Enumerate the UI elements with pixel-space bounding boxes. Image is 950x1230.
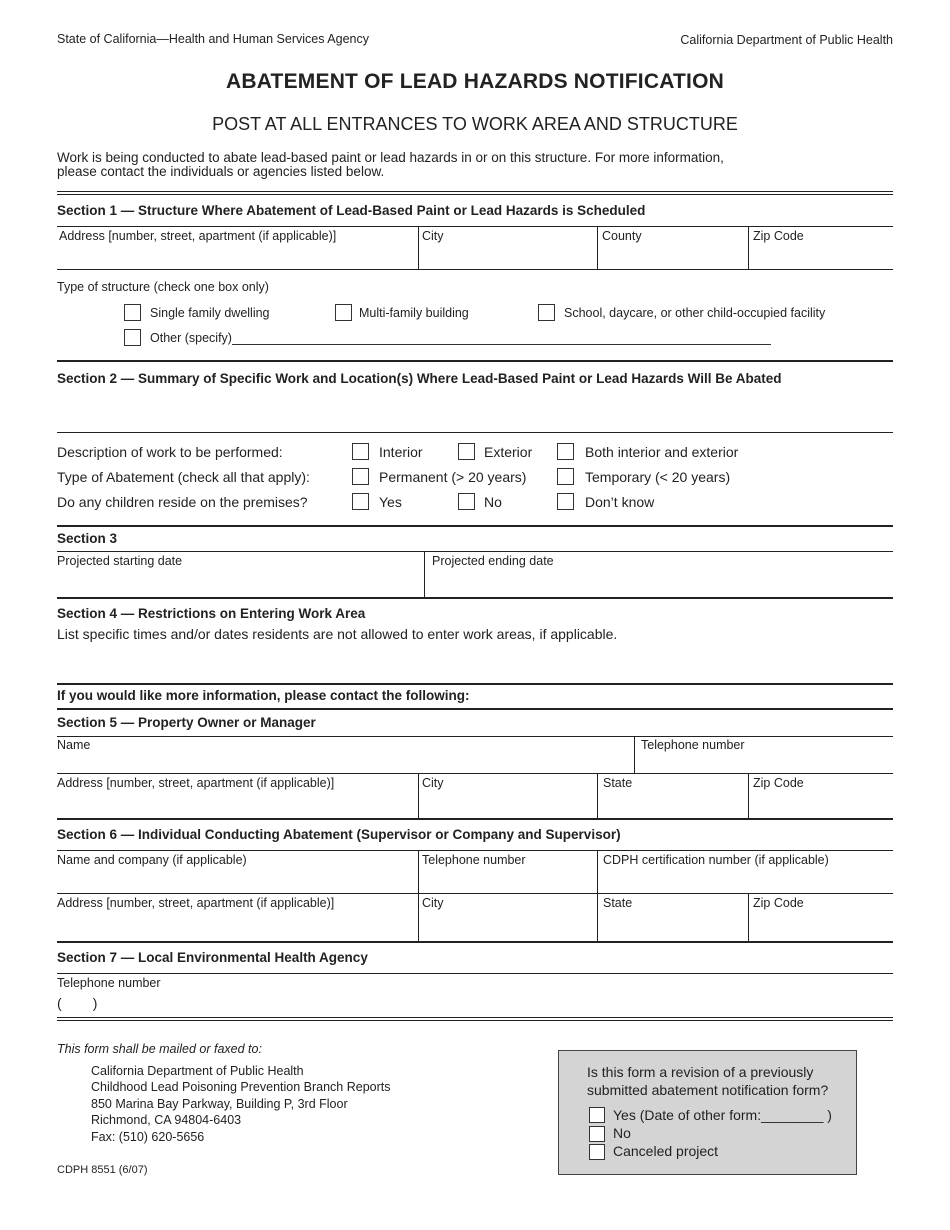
temporary-label: Temporary (< 20 years) [585,469,731,485]
section2-field-rule [57,432,893,433]
section1-rule [57,226,893,227]
school-label: School, daycare, or other child-occupied facility [564,306,826,320]
section2-rule [57,360,893,362]
canceled-project-checkbox[interactable] [589,1144,605,1160]
other-structure-label: Other (specify) [150,331,232,345]
revision-no-label: No [613,1125,631,1141]
divider [597,773,598,818]
section2-heading: Section 2 — Summary of Specific Work and Location(s) Where Lead-Based Paint or Lead Hazards Will Be Abated [57,371,782,386]
section3-field-rule [57,551,893,552]
contact-heading: If you would like more information, please contact the following: [57,688,470,703]
section1-field-rule [57,269,893,270]
double-rule-end-bottom [57,1020,893,1021]
start-date-label: Projected starting date [57,554,183,568]
section5-rule [57,708,893,710]
intro-line-2: please contact the individuals or agencies listed below. [57,163,385,179]
revision-question: Is this form a revision of a previously submitted abatement notification form? [587,1064,829,1098]
description-question: Description of work to be performed: [57,444,283,460]
interior-label: Interior [379,444,423,460]
divider [424,551,425,599]
double-rule-end-top [57,1017,893,1018]
section1-heading: Section 1 — Structure Where Abatement of Lead-Based Paint or Lead Hazards is Scheduled [57,203,646,218]
permanent-label: Permanent (> 20 years) [379,469,527,485]
children-yes-label: Yes [379,494,402,510]
divider [748,226,749,270]
section1-zip-label: Zip Code [753,229,804,243]
owner-state-label: State [603,776,633,790]
single-family-checkbox[interactable] [124,304,141,321]
divider [418,850,419,942]
section4-heading: Section 4 — Restrictions on Entering Work Area [57,606,366,621]
children-question: Do any children reside on the premises? [57,494,308,510]
children-yes-checkbox[interactable] [352,493,369,510]
mailing-address [91,1063,391,1145]
double-rule-top [57,191,893,192]
temporary-checkbox[interactable] [557,468,574,485]
abater-city-label: City [422,896,444,910]
children-no-checkbox[interactable] [458,493,475,510]
form-number: CDPH 8551 (6/07) [57,1164,148,1176]
exterior-checkbox[interactable] [458,443,475,460]
interior-checkbox[interactable] [352,443,369,460]
revision-yes-label: Yes (Date of other form:________ ) [613,1107,832,1123]
section7-field-rule [57,973,893,974]
agency-left: State of California—Health and Human Services Agency [57,32,369,46]
form-title: ABATEMENT OF LEAD HAZARDS NOTIFICATION [226,70,724,93]
contact-rule [57,683,893,685]
divider [418,773,419,818]
divider [597,226,598,270]
both-checkbox[interactable] [557,443,574,460]
intro-line-1: Work is being conducted to abate lead-based paint or lead hazards in or on this structure. For more information, [57,150,724,165]
section6-mid-rule [57,893,893,894]
divider [748,893,749,942]
agency-right: California Department of Public Health [680,33,893,47]
revision-no-checkbox[interactable] [589,1126,605,1142]
section6-rule [57,818,893,820]
other-specify-field[interactable] [232,344,771,345]
address-line: 850 Marina Bay Parkway, Building P, 3rd Floor [91,1096,348,1111]
owner-city-label: City [422,776,444,790]
end-date-label: Projected ending date [432,554,554,568]
divider [748,773,749,818]
section5-heading: Section 5 — Property Owner or Manager [57,715,316,730]
section1-city-label: City [422,229,444,243]
children-dont-know-label: Don’t know [585,494,655,510]
exterior-label: Exterior [484,444,533,460]
abater-zip-label: Zip Code [753,896,804,910]
section1-address-label: Address [number, street, apartment (if applicable)] [59,229,337,243]
divider [418,226,419,270]
section3-rule [57,525,893,527]
section6-heading: Section 6 — Individual Conducting Abatement (Supervisor or Company and Supervisor) [57,827,621,842]
address-line: Richmond, CA 94804-6403 [91,1113,242,1128]
address-line: California Department of Public Health [91,1064,304,1078]
divider [597,850,598,942]
school-checkbox[interactable] [538,304,555,321]
abatement-type-question: Type of Abatement (check all that apply): [57,469,310,485]
section7-rule [57,941,893,943]
section3-heading: Section 3 [57,531,118,546]
other-structure-checkbox[interactable] [124,329,141,346]
divider [634,736,635,774]
address-line: Childhood Lead Poisoning Prevention Branch Reports [91,1080,391,1095]
single-family-label: Single family dwelling [150,306,270,320]
section5-mid-rule [57,773,893,774]
structure-type-label: Type of structure (check one box only) [57,280,269,294]
section1-county-label: County [602,229,642,243]
section5-field-rule [57,736,893,737]
mail-note: This form shall be mailed or faxed to: [57,1042,262,1056]
abater-address-label: Address [number, street, apartment (if applicable)] [57,896,335,910]
owner-address-label: Address [number, street, apartment (if applicable)] [57,776,335,790]
double-rule-bottom [57,194,893,195]
section7-heading: Section 7 — Local Environmental Health Agency [57,950,368,965]
section4-rule [57,597,893,599]
intro-text [57,151,777,178]
children-dont-know-checkbox[interactable] [557,493,574,510]
both-label: Both interior and exterior [585,444,739,460]
multi-family-checkbox[interactable] [335,304,352,321]
section6-field-rule [57,850,893,851]
form-subtitle: POST AT ALL ENTRANCES TO WORK AREA AND STRUCTURE [212,114,738,134]
abater-cert-label: CDPH certification number (if applicable) [603,853,829,867]
section4-text: List specific times and/or dates residents are not allowed to enter work areas, if applicable. [57,626,618,642]
permanent-checkbox[interactable] [352,468,369,485]
owner-name-label: Name [57,738,91,752]
abater-name-label: Name and company (if applicable) [57,853,247,867]
children-no-label: No [484,494,502,510]
multi-family-label: Multi-family building [359,306,469,320]
abater-state-label: State [603,896,633,910]
agency-phone-field[interactable]: ( ) [57,995,98,1011]
revision-box [558,1050,857,1175]
owner-phone-label: Telephone number [641,738,745,752]
agency-phone-label: Telephone number [57,976,161,990]
revision-yes-checkbox[interactable] [589,1107,605,1123]
abater-phone-label: Telephone number [422,853,526,867]
canceled-project-label: Canceled project [613,1143,719,1159]
fax-line: Fax: (510) 620-5656 [91,1129,205,1144]
owner-zip-label: Zip Code [753,776,804,790]
